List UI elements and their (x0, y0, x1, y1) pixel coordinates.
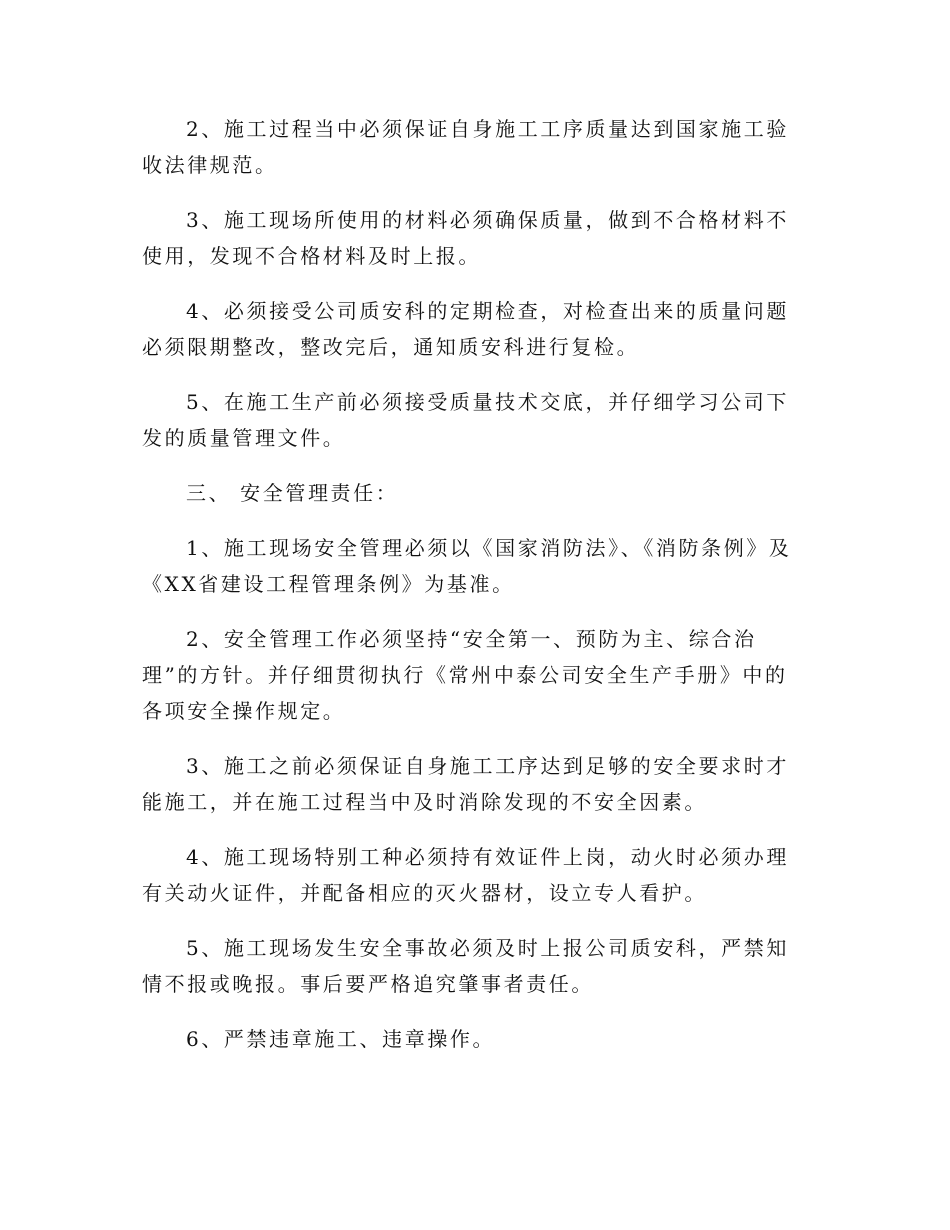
section-heading-safety: 三、 安全管理责任： (186, 481, 399, 505)
paragraph-safety-2: 2、安全管理工作必须坚持“安全第一、预防为主、综合治理”的方针。并仔细贯彻执行《常州中泰公司安全生产手册》中的各项安全操作规定。 (142, 627, 788, 723)
paragraph-quality-3: 3、施工现场所使用的材料必须确保质量，做到不合格材料不使用，发现不合格材料及时上报。 (142, 208, 789, 268)
paragraph-safety-5: 5、施工现场发生安全事故必须及时上报公司质安科，严禁知情不报或晚报。事后要严格追究肇事者责任。 (142, 936, 789, 996)
paragraph-safety-4: 4、施工现场特别工种必须持有效证件上岗，动火时必须办理有关动火证件，并配备相应的灭火器材，设立专人看护。 (142, 845, 789, 905)
paragraph-quality-2: 2、施工过程当中必须保证自身施工工序质量达到国家施工验收法律规范。 (142, 117, 789, 177)
paragraph-quality-5: 5、在施工生产前必须接受质量技术交底，并仔细学习公司下发的质量管理文件。 (142, 390, 789, 450)
document-body (142, 111, 808, 1057)
paragraph-safety-6: 6、严禁违章施工、违章操作。 (186, 1027, 496, 1051)
paragraph-quality-4: 4、必须接受公司质安科的定期检查，对检查出来的质量问题必须限期整改，整改完后，通知质安科进行复检。 (142, 299, 789, 359)
paragraph-safety-3: 3、施工之前必须保证自身施工工序达到足够的安全要求时才能施工，并在施工过程当中及时消除发现的不安全因素。 (142, 754, 789, 814)
paragraph-safety-1: 1、施工现场安全管理必须以《国家消防法》、《消防条例》及《XX省建设工程管理条例》为基准。 (142, 536, 792, 596)
